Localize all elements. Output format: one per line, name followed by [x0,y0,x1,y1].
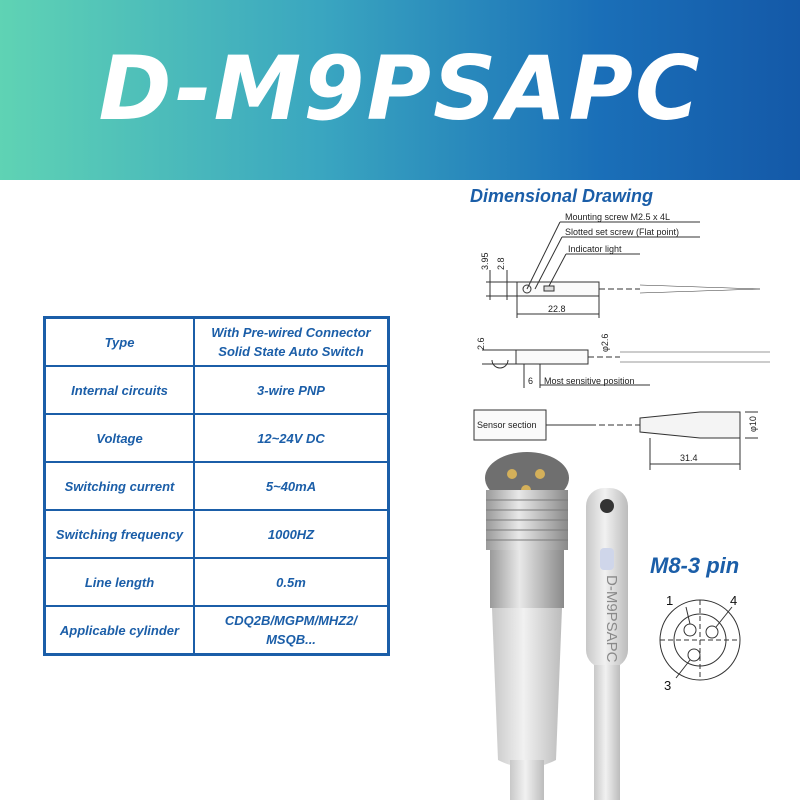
spec-row [45,558,389,606]
pinout-title: M8-3 pin [650,553,740,578]
spec-row [45,318,389,367]
callout-mounting-screw: Mounting screw M2.5 x 4L [565,212,671,222]
spec-value [194,558,389,606]
pin-3-shape [688,649,700,661]
sensor-label: D-M9PSAPC [603,575,620,663]
callout-indicator: Indicator light [568,244,622,254]
spec-value [194,318,389,367]
dim-3-95: 3.95 [480,252,490,270]
product-title: D-M9PSAPC [98,37,702,140]
spec-key: Applicable cylinder [45,606,195,655]
spec-value [194,414,389,462]
pin-shape [507,469,517,479]
spec-value-line: 12~24V DC [257,430,325,446]
spec-key: Voltage [45,414,195,462]
dim-22-8: 22.8 [548,304,566,314]
spec-value [194,510,389,558]
spec-value [194,606,389,655]
spec-key: Type [45,318,195,367]
drawing-title: Dimensional Drawing [470,186,654,206]
spec-row [45,606,389,655]
spec-value-line: With Pre-wired Connector [211,325,371,340]
dim-6: 6 [528,376,534,386]
callout-set-screw: Slotted set screw (Flat point) [565,227,680,237]
spec-row [45,462,389,510]
spec-value-line: CDQ2B/MGPM/MHZ2/ [224,613,358,628]
spec-row [45,510,389,558]
spec-key: Line length [45,558,195,606]
pin-4-shape [706,626,718,638]
dim-31-4: 31.4 [680,453,698,463]
spec-row [45,366,389,414]
pin-shape [535,469,545,479]
spec-value-line: 1000HZ [267,526,315,542]
sensor-cable [594,665,620,800]
dim-phi-2-6: φ2.6 [600,333,610,352]
spec-table [43,316,390,656]
indicator-shape [544,286,554,291]
sensor-led-window [600,548,614,570]
callout-sensor-section: Sensor section [477,420,537,430]
spec-row [45,414,389,462]
side-view-body [516,350,588,364]
spec-value [194,462,389,510]
callout-sensitive: Most sensitive position [544,376,635,386]
pin-1-shape [684,624,696,636]
spec-key: Internal circuits [45,366,195,414]
dim-phi-10: φ10 [748,416,758,432]
dimensional-drawing [460,205,800,475]
pinout-diagram [650,585,760,695]
product-illustration [470,450,670,800]
spec-value-line: 0.5m [276,574,306,590]
spec-key: Switching frequency [45,510,195,558]
sensor-screw [600,499,614,513]
spec-value-line: 3-wire PNP [257,382,325,398]
connector-nut [490,550,564,608]
spec-value-line: 5~40mA [265,478,317,494]
spec-value-line: MSQB... [266,632,316,647]
spec-value [194,366,389,414]
dim-2-8: 2.8 [496,257,506,270]
cable-shape [510,760,544,800]
spec-key: Switching current [45,462,195,510]
pin-label-4: 4 [730,593,738,608]
pin-label-3: 3 [664,678,672,693]
connector-shape [640,412,740,438]
spec-value-line: Solid State Auto Switch [218,344,364,359]
pin-label-1: 1 [666,593,674,608]
dim-2-6: 2.6 [476,337,486,350]
connector-housing [492,608,562,768]
